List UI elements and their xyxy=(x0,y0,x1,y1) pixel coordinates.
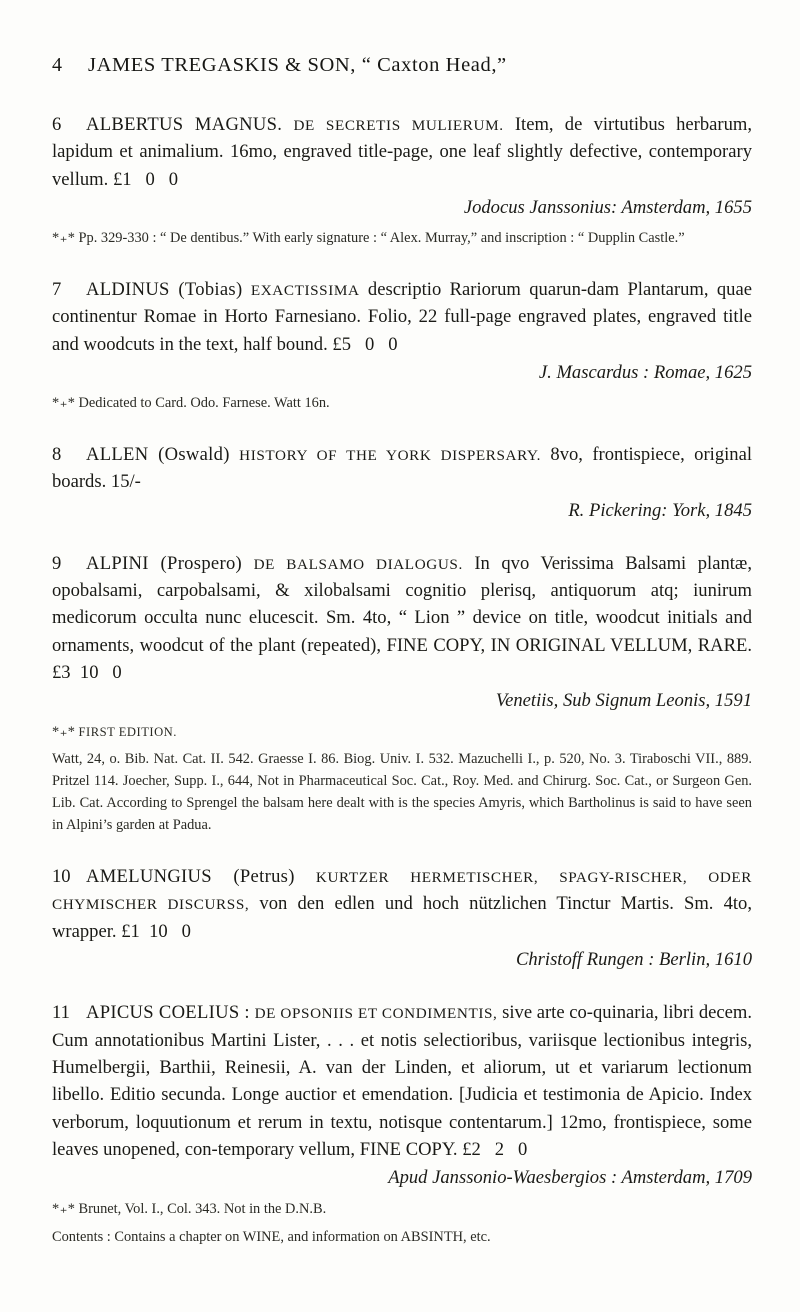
asterism-icon: *₊* xyxy=(52,1200,76,1217)
entry-subheading: HISTORY OF THE YORK DISPERSARY. xyxy=(239,446,542,464)
running-head-title: JAMES TREGASKIS & SON, “ Caxton Head,” xyxy=(88,54,507,76)
catalogue-entry xyxy=(52,863,752,973)
entry-text-block xyxy=(52,863,752,973)
entry-text-block xyxy=(52,550,752,715)
entry-note xyxy=(52,393,752,415)
entry-text-block xyxy=(52,441,752,524)
entry-text-block xyxy=(52,999,752,1191)
entry-heading: ALPINI (Prospero) xyxy=(86,552,243,574)
entry-number: 11 xyxy=(52,1002,70,1024)
entry-imprint: Venetiis, Sub Signum Leonis, 1591 xyxy=(495,690,752,712)
entry-description: von den edlen und hoch nützlichen Tinctur Martis. Sm. 4to, wrapper. xyxy=(52,893,752,942)
catalogue-entry xyxy=(52,111,752,250)
catalogue-entry xyxy=(52,276,752,415)
page-content xyxy=(52,54,752,1275)
entry-imprint: Apud Janssonio-Waesbergios : Amsterdam, 1709 xyxy=(388,1167,752,1189)
entry-price: £1 0 0 xyxy=(112,168,179,190)
asterism-icon: *₊* xyxy=(52,230,76,247)
entry-note-text: Brunet, Vol. I., Col. 343. Not in the D.N.B. xyxy=(78,1200,327,1217)
first-edition-label: FIRST EDITION. xyxy=(78,724,177,739)
running-head xyxy=(52,54,752,77)
entry-price: £3 10 0 xyxy=(52,662,122,684)
entry-number: 7 xyxy=(52,278,62,300)
entry-description: descriptio Rariorum quarun-dam Plantarum, quae continentur Romae in Horto Farnesiano. Folio, 22 full-page engraved plates, engraved title and woodcuts in the text, half bound. xyxy=(52,278,752,355)
asterism-icon: *₊* xyxy=(52,395,76,412)
entry-imprint: R. Pickering: York, 1845 xyxy=(568,499,752,521)
entry-number: 8 xyxy=(52,443,62,465)
entry-note-text: Pp. 329-330 : “ De dentibus.” With early signature : “ Alex. Murray,” and inscription : “ Dupplin Castle.” xyxy=(78,230,685,247)
entry-bibliographic-note: Watt, 24, o. Bib. Nat. Cat. II. 542. Graesse I. 86. Biog. Univ. I. 532. Mazuchelli I., p. 520, No. 3. Tiraboschi VII., 889. Pritzel 114. Joecher, Supp. I., 644, Not in Pharmaceutical Soc. Cat., Roy. Med. and Chirurg. Soc. Cat., or Surgeon Gen. Lib. Cat. According to Sprengel the balsam here dealt with is the species Amyris, which Bartholinus is said to have seen in Alpini’s garden at Padua. xyxy=(52,751,752,834)
catalogue-entry xyxy=(52,441,752,524)
entry-subheading: DE OPSONIIS ET CONDIMENTIS, xyxy=(254,1005,498,1023)
entry-subheading: DE SECRETIS MULIERUM. xyxy=(293,117,504,134)
entry-note-text: Dedicated to Card. Odo. Farnese. Watt 16n. xyxy=(78,395,330,412)
catalogue-entry xyxy=(52,999,752,1249)
entry-price: £2 2 0 xyxy=(462,1138,528,1160)
entry-imprint: J. Mascardus : Romae, 1625 xyxy=(538,361,752,383)
asterism-icon: *₊* xyxy=(52,723,76,740)
entry-contents-note: Contents : Contains a chapter on WINE, and information on ABSINTH, etc. xyxy=(52,1229,491,1246)
entry-description: In qvo Verissima Balsami plantæ, opobalsami, carpobalsami, & xilobalsami cognitio plerisq, antiquorum atq; iunirum medicorum occulta nunc elucescit. Sm. 4to, “ Lion ” device on title, woodcut initials and ornaments, woodcut of the plant (repeated), FINE COPY, IN ORIGINAL VELLUM, RARE. xyxy=(52,552,752,656)
entry-text-block xyxy=(52,111,752,221)
entry-heading: AMELUNGIUS (Petrus) xyxy=(86,865,295,887)
entry-imprint: Jodocus Janssonius: Amsterdam, 1655 xyxy=(463,196,752,218)
entry-price: £5 0 0 xyxy=(332,333,398,355)
entry-heading: ALLEN (Oswald) xyxy=(86,443,230,465)
entry-number: 10 xyxy=(52,865,71,887)
page-folio-number: 4 xyxy=(52,54,62,76)
catalogue-entry xyxy=(52,550,752,837)
entry-note xyxy=(52,1199,752,1221)
entry-heading: ALDINUS (Tobias) xyxy=(86,278,243,300)
entry-heading: APICUS COELIUS : xyxy=(86,1002,250,1024)
entry-number: 6 xyxy=(52,114,62,135)
entry-number: 9 xyxy=(52,552,62,574)
entry-imprint: Christoff Rungen : Berlin, 1610 xyxy=(515,948,752,970)
entry-subheading: EXACTISSIMA xyxy=(250,281,360,299)
entry-note xyxy=(52,228,752,250)
entry-description: Item, de virtutibus herbarum, lapidum et animalium. 16mo, engraved title-page, one leaf slightly defective, contemporary vellum. xyxy=(52,114,752,190)
entry-price: £1 10 0 xyxy=(121,920,191,942)
entry-description: sive arte co-quinaria, libri decem. Cum annotationibus Martini Lister, . . . et notis selectioribus, variisque lectionibus integris, Humelbergii, Barthii, Reinesii, A. van der Linden, et aliorum, ut et variarum lectionum libello. Editio secunda. Longe auctior et emendation. [Judicia et testimonia de Apicio. Index verborum, loquutionum et rerum in textu, notisque contentarum.] 12mo, frontispiece, some leaves unopened, con-temporary vellum, FINE COPY. xyxy=(52,1002,752,1160)
entry-price: 15/- xyxy=(110,471,141,493)
entry-text-block xyxy=(52,276,752,386)
entry-first-edition-note xyxy=(52,722,752,744)
entry-subheading: DE BALSAMO DIALOGUS. xyxy=(253,555,463,573)
entry-heading: ALBERTUS MAGNUS. xyxy=(86,114,283,135)
entry-subheading: KURTZER HERMETISCHER, SPAGY-RISCHER, ODER CHYMISCHER DISCURSS, xyxy=(52,868,752,914)
entry-description: 8vo, frontispiece, original boards. xyxy=(52,443,752,493)
